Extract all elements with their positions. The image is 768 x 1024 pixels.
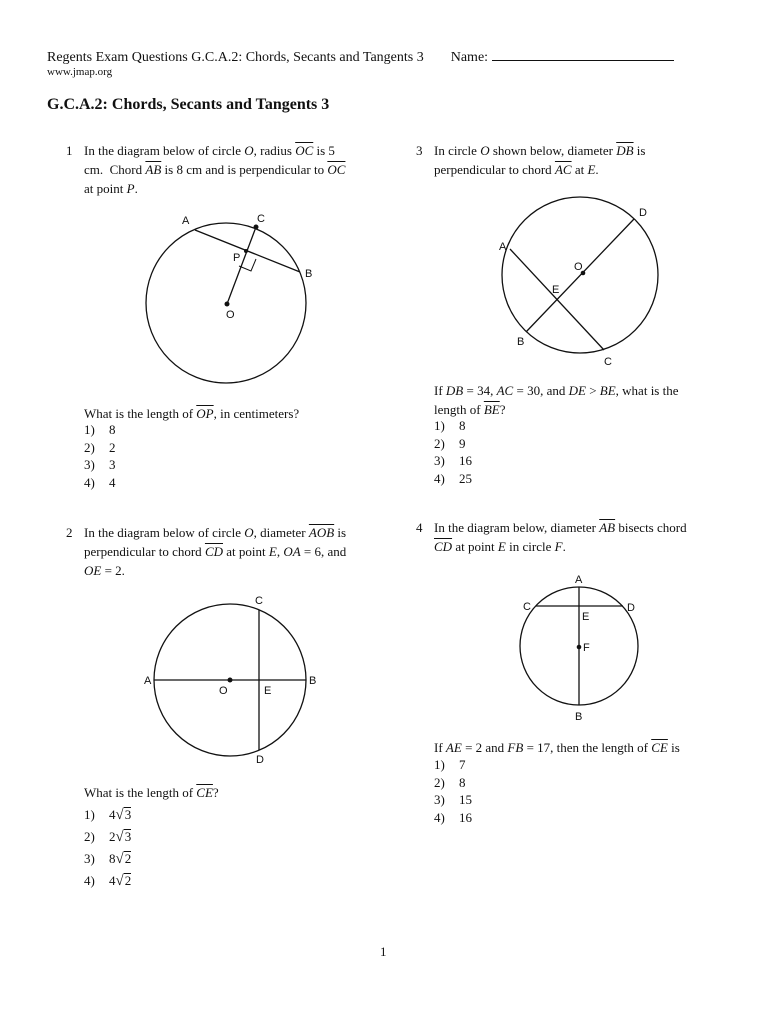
page-number: 1 bbox=[380, 944, 387, 959]
question-3-choices bbox=[434, 417, 472, 487]
label-c: C bbox=[257, 213, 265, 225]
label-b: B bbox=[309, 675, 317, 687]
label-b: B bbox=[517, 336, 525, 348]
point-o bbox=[225, 302, 230, 307]
chord-ac bbox=[510, 249, 604, 350]
question-4-diagram bbox=[510, 570, 660, 725]
choice-item[interactable]: 1) 8 bbox=[84, 422, 116, 437]
choice-item[interactable]: 4) 4√2 bbox=[84, 873, 132, 889]
diameter-db bbox=[526, 219, 634, 332]
name-blank-line bbox=[492, 47, 674, 61]
label-e: E bbox=[264, 685, 272, 697]
choice-item[interactable]: 4) 25 bbox=[434, 470, 472, 486]
radius-oc bbox=[227, 227, 256, 304]
label-c: C bbox=[255, 595, 263, 607]
label-f: F bbox=[583, 642, 590, 654]
label-a: A bbox=[575, 574, 583, 586]
question-3-diagram bbox=[490, 195, 690, 375]
question-2-diagram bbox=[140, 590, 325, 770]
label-c: C bbox=[523, 601, 531, 613]
header-title: Regents Exam Questions G.C.A.2: Chords, Secants and Tangents 3 bbox=[47, 50, 424, 65]
label-p: P bbox=[233, 252, 241, 264]
question-3-text: In circle O shown below, diameter $\overline{DB}$ is perpendicular to chord $\overline{AC}$ at E. bbox=[434, 143, 646, 177]
label-a: A bbox=[499, 241, 507, 253]
label-d: D bbox=[627, 602, 635, 614]
question-1-prompt: What is the length of $\overline{OP}$, in centimeters? bbox=[84, 406, 300, 421]
point-f bbox=[577, 645, 582, 650]
question-2-number: 2 bbox=[66, 525, 73, 540]
label-b: B bbox=[575, 711, 583, 723]
label-o: O bbox=[226, 309, 235, 321]
label-o: O bbox=[574, 261, 583, 273]
question-1-text: In the diagram below of circle O, radius $\overline{OC}$ is 5 cm. Chord $\overline{AB}$ is 8 cm and is perpendicular to $\overline{OC}$ at point P. bbox=[84, 143, 346, 196]
question-4-choices bbox=[434, 756, 472, 826]
question-1-diagram bbox=[140, 205, 320, 390]
point-c bbox=[254, 225, 259, 230]
choice-item[interactable]: 3) 16 bbox=[434, 453, 472, 468]
label-e: E bbox=[552, 284, 560, 296]
choice-item[interactable]: 2) 8 bbox=[434, 774, 466, 790]
page-title: G.C.A.2: Chords, Secants and Tangents 3 bbox=[47, 96, 330, 113]
name-label: Name: bbox=[450, 50, 489, 65]
choice-item[interactable]: 1) 7 bbox=[434, 757, 466, 772]
label-c: C bbox=[604, 356, 612, 368]
choice-item[interactable]: 2) 2 bbox=[84, 439, 116, 455]
website-url: www.jmap.org bbox=[47, 66, 113, 78]
label-d: D bbox=[256, 754, 264, 766]
choice-item[interactable]: 3) 8√2 bbox=[84, 851, 132, 867]
label-d: D bbox=[639, 207, 647, 219]
choice-item[interactable]: 4) 4 bbox=[84, 474, 116, 490]
choice-item[interactable]: 2) 2√3 bbox=[84, 829, 132, 845]
question-2-text: In the diagram below of circle O, diameter $\overline{AOB}$ is perpendicular to chord $\overline{CD}$ at point E, OA = 6, and OE = 2. bbox=[84, 525, 347, 578]
point-p bbox=[244, 249, 248, 253]
question-2-choices bbox=[84, 804, 131, 892]
question-2-prompt: What is the length of $\overline{CE}$? bbox=[84, 785, 219, 800]
question-4-number: 4 bbox=[416, 520, 423, 535]
worksheet-header bbox=[47, 47, 674, 66]
choice-item[interactable]: 3) 3 bbox=[84, 457, 116, 472]
choice-item[interactable]: 4) 16 bbox=[434, 809, 472, 825]
label-b: B bbox=[305, 268, 313, 280]
choice-item[interactable]: 3) 15 bbox=[434, 792, 472, 807]
choice-item[interactable]: 1) 4√3 bbox=[84, 807, 132, 823]
point-o bbox=[228, 678, 233, 683]
question-4-prompt: If AE = 2 and FB = 17, then the length of $\overline{CE}$ is bbox=[434, 740, 680, 755]
label-a: A bbox=[144, 675, 152, 687]
label-a: A bbox=[182, 215, 190, 227]
question-1-number: 1 bbox=[66, 143, 73, 158]
choice-item[interactable]: 2) 9 bbox=[434, 435, 466, 451]
label-e: E bbox=[582, 611, 590, 623]
question-3-number: 3 bbox=[416, 143, 423, 158]
question-1-choices bbox=[84, 421, 116, 491]
question-3-prompt: If DB = 34, AC = 30, and DE > BE, what is the length of $\overline{BE}$? bbox=[434, 383, 679, 417]
choice-item[interactable]: 1) 8 bbox=[434, 418, 466, 433]
question-4-text: In the diagram below, diameter $\overline{AB}$ bisects chord $\overline{CD}$ at point E in circle F. bbox=[434, 520, 687, 554]
label-o: O bbox=[219, 685, 228, 697]
